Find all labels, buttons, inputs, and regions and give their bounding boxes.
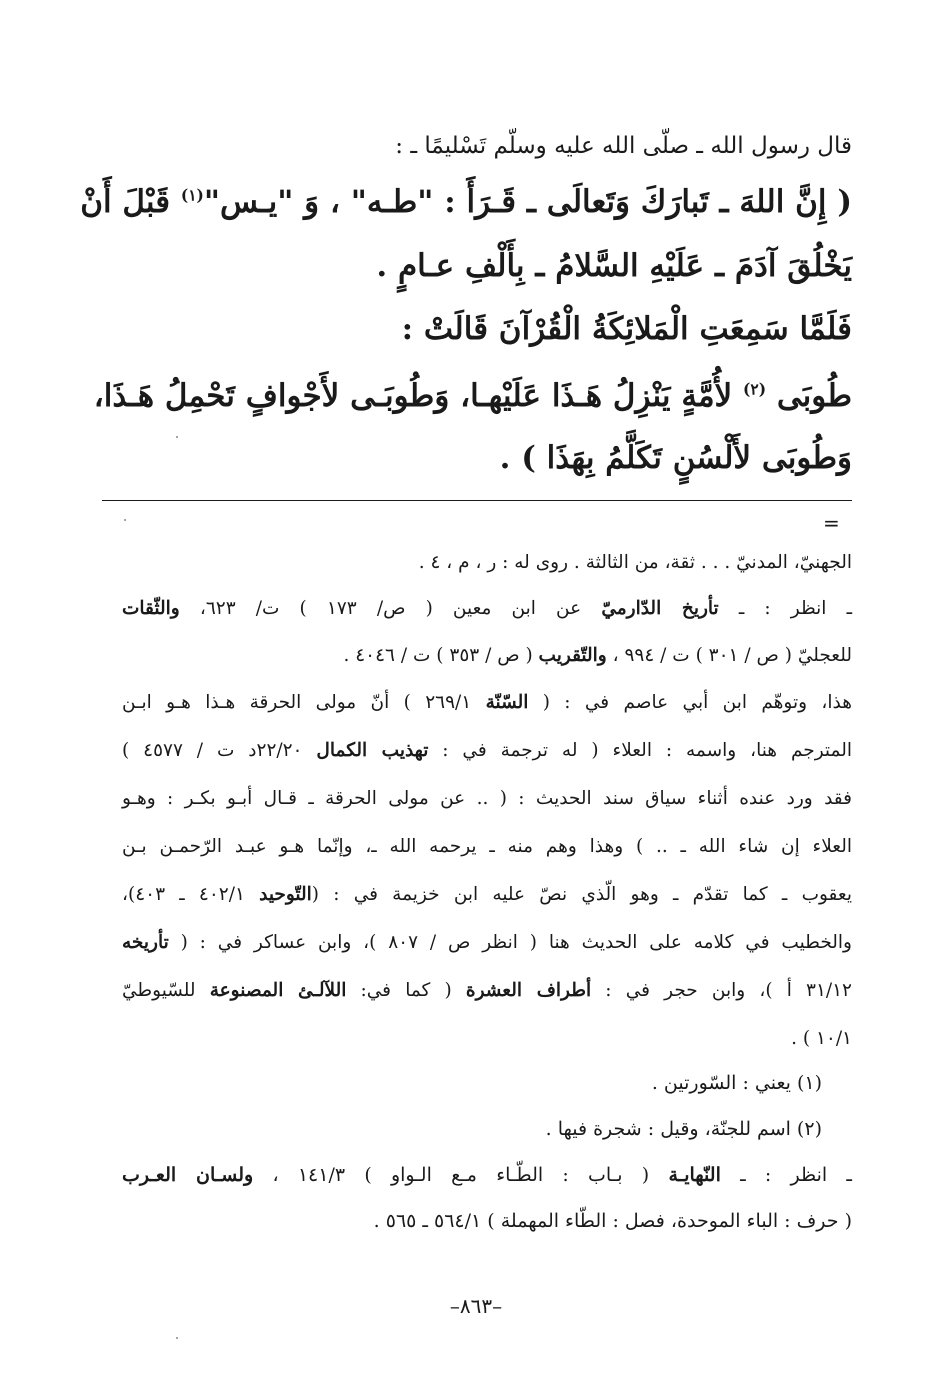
hadith-line-3 <box>122 311 852 347</box>
note-text: العلاء إن شاء الله ـ .. ) وهذا وهم منه ـ يرحمه الله ـ، وإنّما هـو عبـد الرّحمـن بـن <box>122 836 852 857</box>
note-text: ١٠/١ ) . <box>791 1028 852 1049</box>
note-text: عن ابن معين ( ص/ ١٧٣ ) ت/ ٦٢٣، <box>179 598 602 619</box>
hadith-text: يَخْلُقَ آدَمَ ـ عَلَيْهِ السَّلامُ ـ بِأَلْفِ عـامٍ . <box>376 248 852 284</box>
note-text: هذا، وتوهّم ابن أبي عاصم في : ( <box>528 692 852 713</box>
footnote-1 <box>122 1072 822 1094</box>
hadith-text: فَلَمَّا سَمِعَتِ الْمَلائِكَةُ الْقُرْآنَ قَالَتْ : <box>401 311 852 347</box>
note-line-5 <box>122 740 852 761</box>
book-title: أطراف العشرة <box>465 980 592 1001</box>
book-title: تهذيب الكمال <box>316 740 429 761</box>
hadith-text: طُوبَى <box>766 378 852 414</box>
book-title: والتّقريب <box>538 645 607 666</box>
hadith-text: ( إِنَّ اللهَ ـ تَبارَكَ وَتَعالَى ـ قَـرَأَ : "طـه" ، وَ "يـس" <box>203 184 852 220</box>
note-line-8 <box>122 884 852 905</box>
note-line-9 <box>122 932 852 953</box>
note-text: ٣١/١٢ أ )، وابن حجر في : <box>591 980 852 1001</box>
continuation-mark: = <box>823 511 840 535</box>
book-title: والثّقات <box>122 598 180 619</box>
note-text: ( ص / ٣٥٣ ) ت / ٤٠٤٦ . <box>343 645 539 666</box>
scan-speck <box>176 1337 178 1339</box>
note-text: للعجليّ ( ص / ٣٠١ ) ت / ٩٩٤ ، <box>606 645 852 666</box>
note-text: والخطيب في كلامه على الحديث هنا ( انظر ص / ٨٠٧ )، وابن عساكر في : ( <box>168 932 852 953</box>
note-line-4 <box>122 692 852 713</box>
note-line-7 <box>122 836 852 857</box>
footnote-text: ( حرف : الباء الموحدة، فصل : الطّاء المهملة ) ٥٦٤/١ ـ ٥٦٥ . <box>373 1210 852 1232</box>
hadith-text: لأُمَّةٍ يَنْزِلُ هَـذَا عَلَيْهـا، وَطُوبَـى لأَجْوافٍ تَحْمِلُ هَـذَا، <box>93 378 744 414</box>
footnote-source-line-1 <box>122 1164 852 1186</box>
note-text: ( كما في: <box>346 980 466 1001</box>
note-line-3 <box>122 645 852 666</box>
note-line-10 <box>122 980 852 1001</box>
footnote-source-line-2 <box>122 1210 852 1232</box>
note-text: للسّيوطيّ <box>122 980 210 1001</box>
book-title: النّهايـة <box>668 1164 721 1186</box>
book-title: التّوحيد <box>259 884 312 905</box>
scan-speck <box>124 519 126 521</box>
note-text: ٢٦٩/١ ) أنّ مولى الحرقة هـذا هـو ابـن <box>122 692 486 713</box>
hadith-line-1 <box>80 184 852 220</box>
hadith-line-4 <box>93 378 852 414</box>
separator-rule <box>102 500 852 501</box>
footnote-text: ـ انظر : ـ <box>720 1164 852 1186</box>
note-line-11 <box>122 1028 852 1049</box>
hadith-line-5 <box>122 440 852 476</box>
note-text: ٢٢/٢٠د ت / ٤٥٧٧ ) <box>122 740 317 761</box>
intro-line <box>122 133 852 159</box>
book-title: ولسـان العـرب <box>122 1164 254 1186</box>
footnote-2 <box>122 1118 822 1140</box>
note-text: فقد ورد عنده أثناء سياق سند الحديث : ( .. عن مولى الحرقة ـ قـال أبـو بكـر : وهـو <box>122 788 852 809</box>
hadith-text: وَطُوبَى لأَلْسُنٍ تَكَلَّمُ بِهَذَا ) . <box>499 440 852 476</box>
book-title: تأريخ الدّارميّ <box>601 598 719 619</box>
footnote-ref-2: (٢) <box>743 379 767 399</box>
hadith-text: قَبْلَ أَنْ <box>80 184 181 220</box>
note-text: ـ انظر : ـ <box>718 598 852 619</box>
note-text: المترجم هنا، واسمه : العلاء ( له ترجمة في : <box>428 740 852 761</box>
footnote-text: ( بـاب : الطّـاء مـع الـواو ) ١٤١/٣ ، <box>253 1164 669 1186</box>
footnote-text: (٢) اسم للجنّة، وقيل : شجرة فيها . <box>545 1118 822 1140</box>
hadith-line-2 <box>122 248 852 284</box>
note-text: يعقوب ـ كما تقدّم ـ وهو الّذي نصّ عليه ابن خزيمة في : ( <box>311 884 852 905</box>
note-text: ٤٠٢/١ ـ ٤٠٣)، <box>122 884 260 905</box>
note-line-6 <box>122 788 852 809</box>
footnote-ref-1: (١) <box>180 185 204 205</box>
intro-text: قال رسول الله ـ صلّى الله عليه وسلّم تَسْليمًا ـ : <box>395 133 852 159</box>
note-line-2 <box>122 598 852 619</box>
footnote-text: (١) يعني : السّورتين . <box>651 1072 822 1094</box>
book-title: تأريخه <box>122 932 169 953</box>
note-line-1 <box>122 552 852 573</box>
page-number: –٨٦٣– <box>449 1294 503 1318</box>
note-text: الجهنيّ، المدنيّ . . . ثقة، من الثالثة . روى له : ر ، م ، ٤ . <box>418 552 852 573</box>
book-title: اللآلـئ المصنوعة <box>209 980 347 1001</box>
book-title: السّنّة <box>485 692 529 713</box>
scan-speck <box>176 436 178 438</box>
